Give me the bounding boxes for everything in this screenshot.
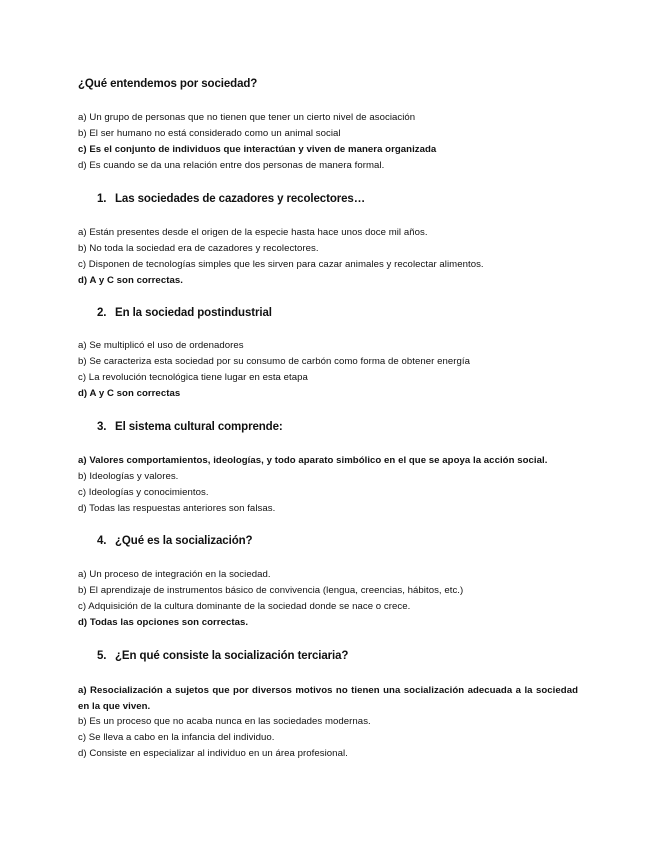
answer-option: b) No toda la sociedad era de cazadores y recolectores. xyxy=(78,243,319,254)
answer-option: a) Un grupo de personas que no tienen que tener un cierto nivel de asociación xyxy=(78,112,416,123)
answer-option: b) Es un proceso que no acaba nunca en las sociedades modernas. xyxy=(78,716,371,727)
answer-option: b) Ideologías y valores. xyxy=(78,471,179,482)
question-number: 4. xyxy=(97,535,107,547)
answer-option: d) Todas las respuestas anteriores son falsas. xyxy=(78,503,276,514)
answer-option-correct: a) Resocialización a sujetos que por diversos motivos no tienen una socialización adecuada a la sociedad en la que viven. xyxy=(78,685,578,712)
answer-option: a) Están presentes desde el origen de la especie hasta hace unos doce mil años. xyxy=(78,227,428,238)
answer-option: c) La revolución tecnológica tiene lugar en esta etapa xyxy=(78,372,308,383)
answer-option: b) El aprendizaje de instrumentos básico de convivencia (lengua, creencias, hábitos, etc.) xyxy=(78,585,464,596)
question-title: Las sociedades de cazadores y recolectores… xyxy=(115,193,366,205)
question-number: 1. xyxy=(97,193,107,205)
question-number: 2. xyxy=(97,307,107,319)
question-heading xyxy=(97,535,252,547)
question-title: ¿Qué es la socialización? xyxy=(115,535,253,547)
answer-option: c) Disponen de tecnologías simples que les sirven para cazar animales y recolectar alimentos. xyxy=(78,259,484,270)
answer-option: a) Se multiplicó el uso de ordenadores xyxy=(78,340,244,351)
answer-option: d) Es cuando se da una relación entre dos personas de manera formal. xyxy=(78,160,385,171)
answer-option: c) Se lleva a cabo en la infancia del individuo. xyxy=(78,732,275,743)
question-number: 3. xyxy=(97,421,107,433)
answer-option-correct: d) Todas las opciones son correctas. xyxy=(78,617,249,628)
question-title: ¿Qué entendemos por sociedad? xyxy=(78,78,258,90)
question-heading xyxy=(97,307,272,319)
question-heading xyxy=(97,193,365,205)
answer-option-correct: c) Es el conjunto de individuos que interactúan y viven de manera organizada xyxy=(78,144,437,155)
question-title: En la sociedad postindustrial xyxy=(115,307,272,319)
question-heading xyxy=(97,421,283,433)
answer-option: c) Adquisición de la cultura dominante de la sociedad donde se nace o crece. xyxy=(78,601,411,612)
answer-option: b) El ser humano no está considerado como un animal social xyxy=(78,128,341,139)
answer-option-correct: d) A y C son correctas xyxy=(78,388,181,399)
answer-option-correct: a) Valores comportamientos, ideologías, y todo aparato simbólico en el que se apoya la acción social. xyxy=(78,455,548,466)
question-heading xyxy=(97,650,348,662)
question-title: El sistema cultural comprende: xyxy=(115,421,283,433)
answer-option: a) Un proceso de integración en la sociedad. xyxy=(78,569,271,580)
answer-option-correct: d) A y C son correctas. xyxy=(78,275,183,286)
question-number: 5. xyxy=(97,650,107,662)
answer-option: c) Ideologías y conocimientos. xyxy=(78,487,209,498)
question-title: ¿En qué consiste la socialización terciaria? xyxy=(115,650,349,662)
answer-option: d) Consiste en especializar al individuo en un área profesional. xyxy=(78,748,348,759)
answer-option: b) Se caracteriza esta sociedad por su consumo de carbón como forma de obtener energía xyxy=(78,356,470,367)
